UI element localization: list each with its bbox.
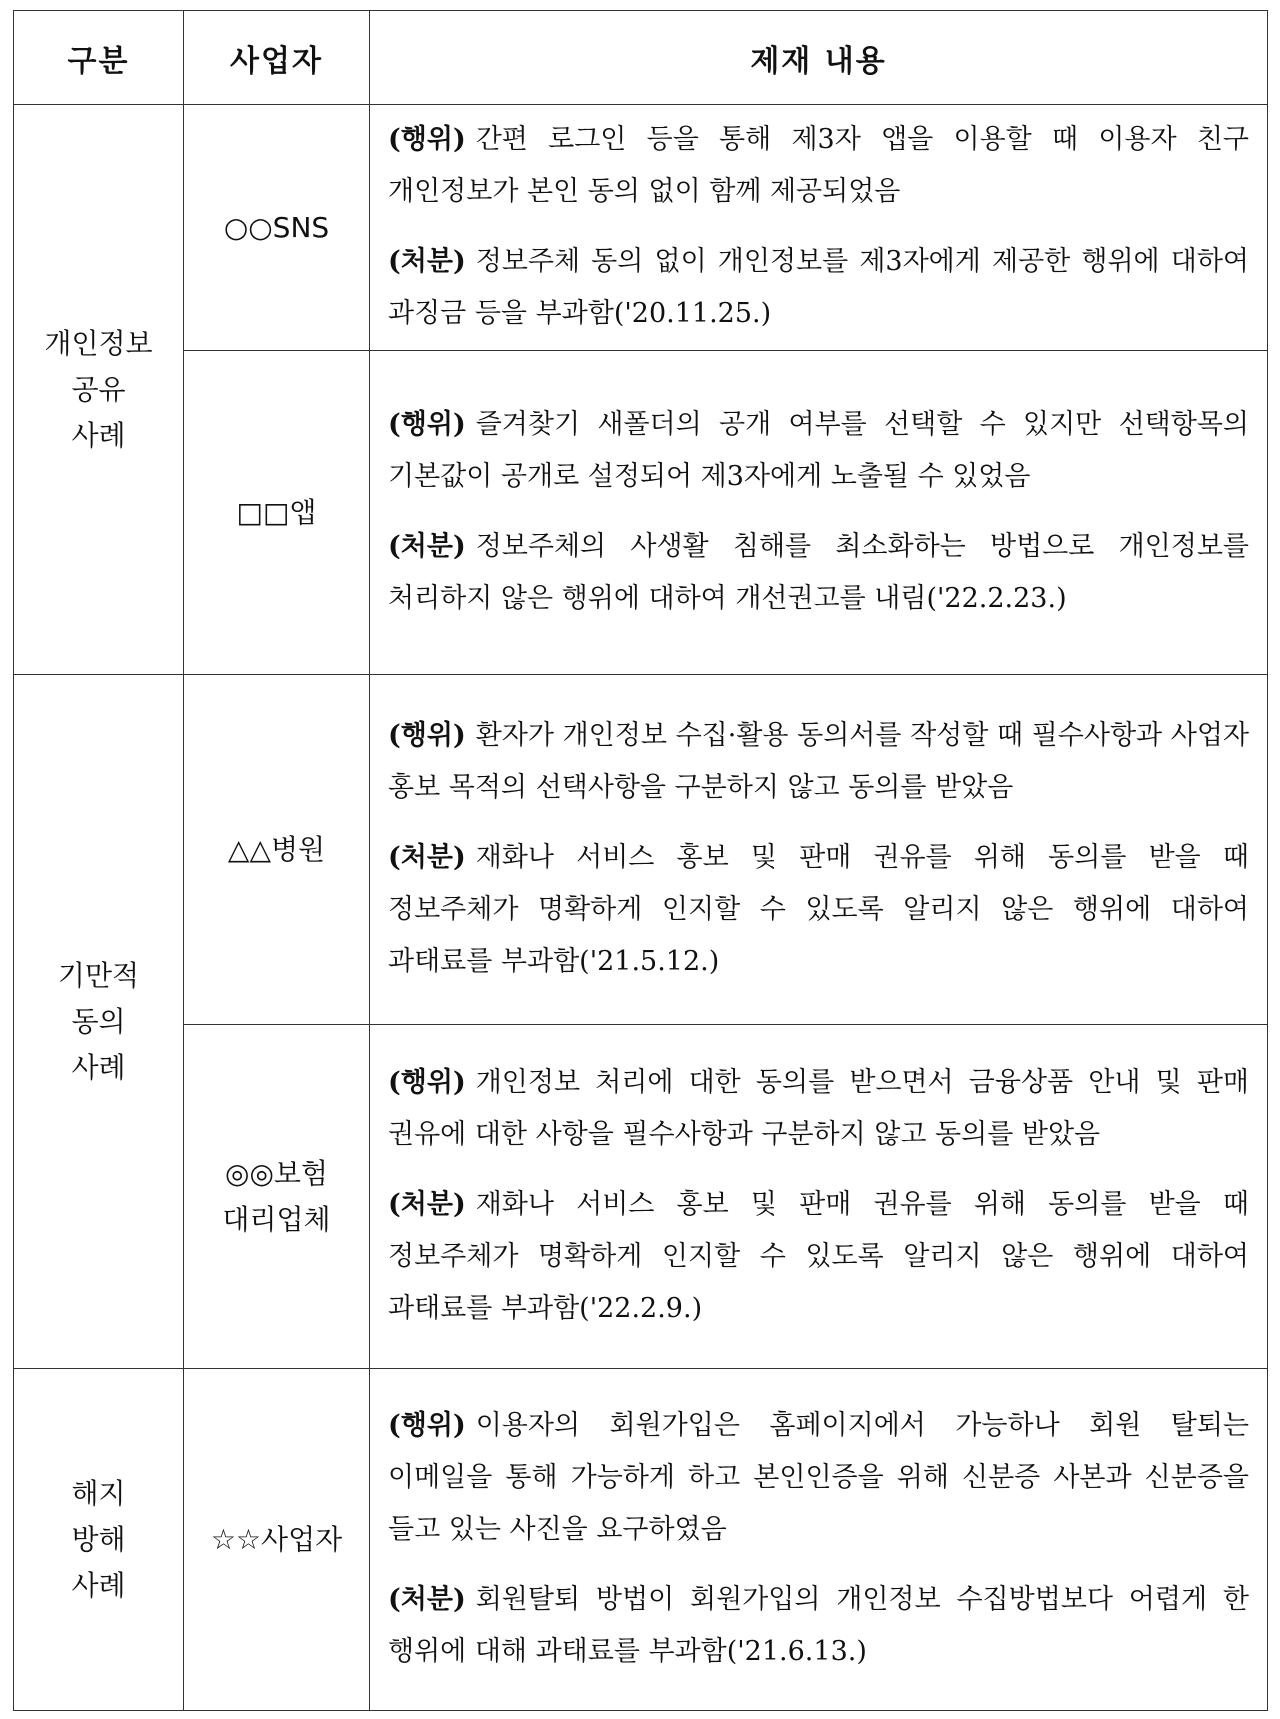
header-business: 사업자: [184, 11, 370, 105]
action-text: 환자가 개인정보 수집·활용 동의서를 작성할 때 필수사항과 사업자 홍보 목적의 선택사항을 구분하지 않고 동의를 받았음: [388, 719, 1249, 803]
penalty-tag: (처분): [388, 1583, 466, 1615]
category-line: 개인정보: [44, 326, 153, 360]
table-row: [14, 1369, 1268, 1711]
business-cell: [184, 1025, 370, 1369]
category-line: 방해: [71, 1522, 126, 1556]
content-cell: [370, 675, 1268, 1025]
action-paragraph: [388, 1400, 1249, 1556]
content-cell: [370, 1025, 1268, 1369]
penalty-paragraph: [388, 521, 1249, 625]
action-tag: (행위): [388, 408, 466, 440]
action-text: 간편 로그인 등을 통해 제3자 앱을 이용할 때 이용자 친구 개인정보가 본인 동의 없이 함께 제공되었음: [388, 123, 1249, 207]
penalty-text: 회원탈퇴 방법이 회원가입의 개인정보 수집방법보다 어렵게 한 행위에 대해 과태료를 부과함('21.6.13.): [388, 1583, 1249, 1667]
penalty-text: 정보주체 동의 없이 개인정보를 제3자에게 제공한 행위에 대하여 과징금 등을 부과함('20.11.25.): [388, 245, 1249, 329]
action-text: 이용자의 회원가입은 홈페이지에서 가능하나 회원 탈퇴는 이메일을 통해 가능하게 하고 본인인증을 위해 신분증 사본과 신분증을 들고 있는 사진을 요구하였음: [388, 1409, 1249, 1545]
action-paragraph: [388, 114, 1249, 218]
category-line: 사례: [71, 418, 126, 452]
action-tag: (행위): [388, 1066, 466, 1098]
action-paragraph: [388, 399, 1249, 503]
category-cell: [14, 1369, 184, 1711]
penalty-paragraph: [388, 832, 1249, 988]
table-row: [14, 675, 1268, 1025]
business-name: ☆☆사업자: [210, 1522, 343, 1556]
content-cell: [370, 105, 1268, 351]
category-line: 해지: [71, 1476, 126, 1510]
sanctions-table: [13, 10, 1268, 1711]
table-row: [14, 105, 1268, 351]
business-cell: [184, 1369, 370, 1711]
header-category: 구분: [14, 11, 184, 105]
content-cell: [370, 351, 1268, 675]
table-row: [14, 1025, 1268, 1369]
business-name: 대리업체: [222, 1202, 331, 1236]
category-line: 동의: [71, 1004, 126, 1038]
action-tag: (행위): [388, 123, 466, 155]
header-row: [14, 11, 1268, 105]
action-tag: (행위): [388, 719, 466, 751]
business-cell: [184, 105, 370, 351]
category-line: 사례: [71, 1568, 126, 1602]
penalty-paragraph: [388, 1574, 1249, 1678]
category-line: 사례: [71, 1050, 126, 1084]
penalty-tag: (처분): [388, 841, 466, 873]
business-name: △△병원: [227, 832, 326, 866]
action-tag: (행위): [388, 1409, 466, 1441]
table-row: [14, 351, 1268, 675]
content-cell: [370, 1369, 1268, 1711]
penalty-text: 재화나 서비스 홍보 및 판매 권유를 위해 동의를 받을 때 정보주체가 명확하게 인지할 수 있도록 알리지 않은 행위에 대하여 과태료를 부과함('21.5.12.): [388, 841, 1249, 977]
penalty-text: 재화나 서비스 홍보 및 판매 권유를 위해 동의를 받을 때 정보주체가 명확하게 인지할 수 있도록 알리지 않은 행위에 대하여 과태료를 부과함('22.2.9.): [388, 1188, 1249, 1324]
business-name: □□앱: [236, 495, 317, 529]
action-paragraph: [388, 1057, 1249, 1161]
penalty-tag: (처분): [388, 245, 466, 277]
action-text: 개인정보 처리에 대한 동의를 받으면서 금융상품 안내 및 판매 권유에 대한 사항을 필수사항과 구분하지 않고 동의를 받았음: [388, 1066, 1249, 1150]
penalty-tag: (처분): [388, 1188, 466, 1220]
category-cell: [14, 105, 184, 675]
business-cell: [184, 351, 370, 675]
penalty-paragraph: [388, 1179, 1249, 1335]
category-cell: [14, 675, 184, 1369]
penalty-text: 정보주체의 사생활 침해를 최소화하는 방법으로 개인정보를 처리하지 않은 행위에 대하여 개선권고를 내림('22.2.23.): [388, 530, 1249, 614]
penalty-paragraph: [388, 236, 1249, 340]
business-cell: [184, 675, 370, 1025]
header-content: 제재 내용: [370, 11, 1268, 105]
category-line: 공유: [71, 372, 126, 406]
business-name: ◎◎보험: [225, 1156, 328, 1190]
penalty-tag: (처분): [388, 530, 466, 562]
category-line: 기만적: [57, 958, 140, 992]
action-text: 즐겨찾기 새폴더의 공개 여부를 선택할 수 있지만 선택항목의 기본값이 공개로 설정되어 제3자에게 노출될 수 있었음: [388, 408, 1249, 492]
business-name: ○○SNS: [223, 210, 330, 244]
action-paragraph: [388, 710, 1249, 814]
